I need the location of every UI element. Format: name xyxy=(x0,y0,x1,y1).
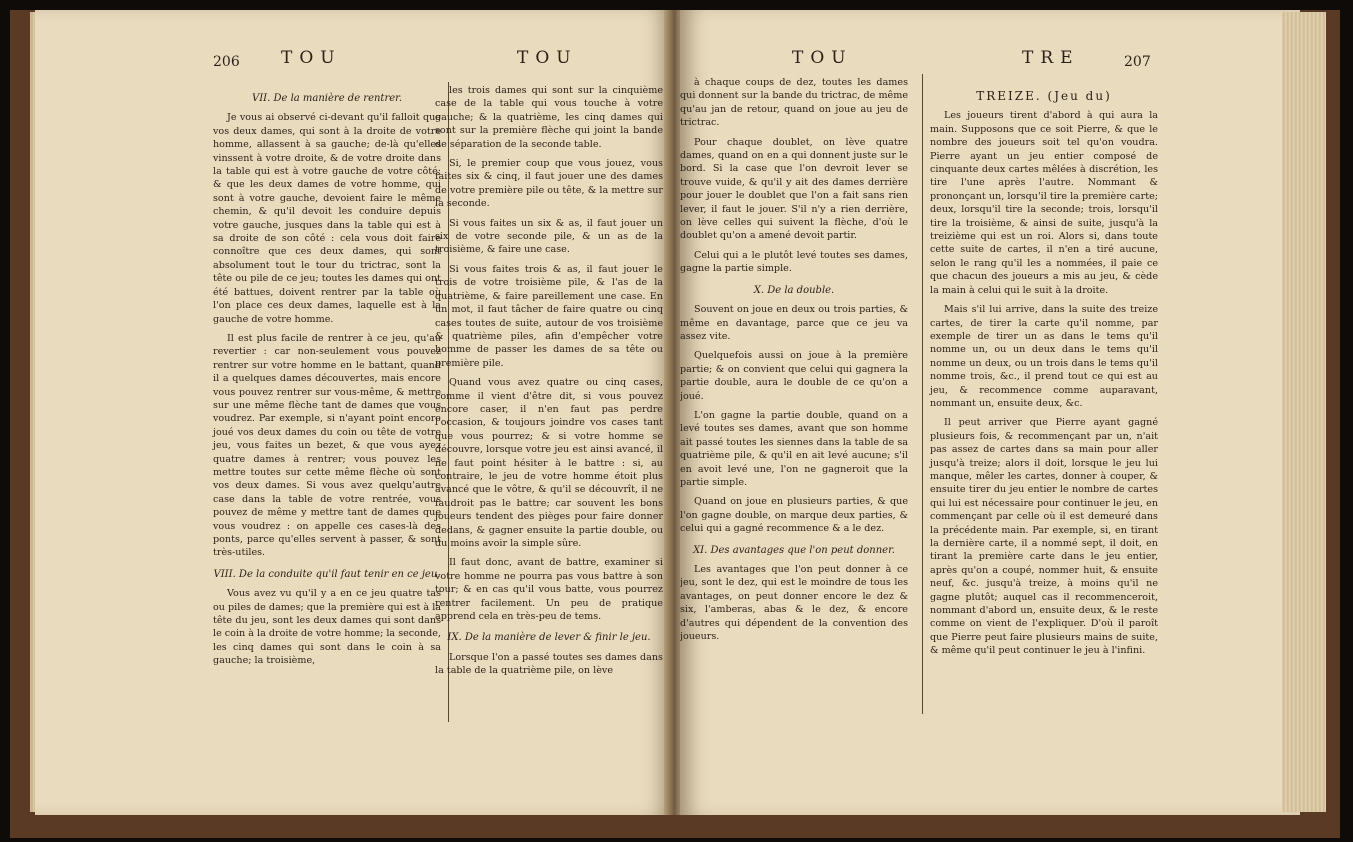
page-number-left: 206 xyxy=(213,54,240,70)
running-head-right-col2: TRE xyxy=(1022,48,1080,68)
left-page-column-1 xyxy=(213,84,441,674)
paragraph: Si vous faites trois & as, il faut jouer le trois de votre troisième pile, & l'as de la quatrième, & faire pareillement une case. En un mot, il faut tâcher de faire quatre ou cinq cases toutes de suite, autour de vos troisième & quatrième piles, afin d'empêcher votre homme de passer les dames de sa tête ou première pile. xyxy=(435,263,663,369)
paragraph: Quand vous avez quatre ou cinq cases, comme il vient d'être dit, si vous pouvez encore caser, il n'en faut pas perdre l'occasion, & toujours joindre vos cases tant que vous pourrez; & si votre homme se découvre, lorsque votre jeu est ainsi avancé, il ne faut point hésiter à le battre : si, au contraire, le jeu de votre homme étoit plus avancé que le vôtre, & qu'il se découvrît, il ne faudroit pas le battre; car souvent les bons joueurs tendent des pièges pour faire donner dedans, & gagner ensuite la partie double, ou du moins avoir la simple sûre. xyxy=(435,377,663,549)
paragraph: Quelquefois aussi on joue à la première partie; & on convient que celui qui gagnera la partie double, aura le double de ce qu'on a joué. xyxy=(680,350,908,402)
column-rule xyxy=(922,74,923,714)
paragraph: Quand on joue en plusieurs parties, & que l'on gagne double, on marque deux parties, & celui qui a gagné recommence & a le dez. xyxy=(680,496,908,535)
left-page-column-2 xyxy=(435,84,663,684)
section-heading-xi: XI. Des avantages que l'on peut donner. xyxy=(693,544,895,556)
right-page xyxy=(680,10,1300,815)
paragraph: Si, le premier coup que vous jouez, vous faites six & cinq, il faut jouer une des dames de votre première pile ou tête, & la mettre sur la seconde. xyxy=(435,158,663,210)
paragraph: Pour chaque doublet, on lève quatre dames, quand on en a qui donnent juste sur le bord. Si la case que l'on devroit lever se trouve vuide, & qu'il y ait des dames derrière pour jouer le doublet que l'on a fait sans rien lever, il faut le jouer. S'il n'y a rien derrière, on lève celles qui suivent la flèche, d'où le doublet qu'on a amené devoit partir. xyxy=(680,136,908,242)
section-heading-ix: IX. De la manière de lever & finir le jeu. xyxy=(447,632,651,644)
paragraph: Si vous faites un six & as, il faut jouer un six de votre seconde pile, & un as de la troisième, & faire une case. xyxy=(435,217,663,256)
paragraph: Il faut donc, avant de battre, examiner si votre homme ne pourra pas vous battre à son tour; & en cas qu'il vous batte, vous pourrez rentrer facilement. Un peu de pratique apprend cela en très-peu de tems. xyxy=(435,557,663,623)
page-edges-right xyxy=(1282,12,1326,812)
page-number-right: 207 xyxy=(1124,54,1151,70)
paragraph: à chaque coups de dez, toutes les dames qui donnent sur la bande du trictrac, de même qu'au jan de retour, quand on joue au jeu de trictrac. xyxy=(680,77,908,129)
paragraph: Souvent on joue en deux ou trois parties, & même en davantage, parce que ce jeu va assez vite. xyxy=(680,304,908,342)
paragraph: Je vous ai observé ci-devant qu'il falloit que vos deux dames, qui sont à la droite de votre homme, allassent à sa gauche; de-là qu'elles vinssent à votre droite, & de votre droite dans la table qui est à votre gauche de votre côté; & que les deux dames de votre homme, qui sont à votre gauche, devoient faire le même chemin, & qu'il devoit les conduire depuis votre gauche, jusques dans la table qui est à sa droite de son côté : cela vous doit faire connoître que ces deux dames, qui sont absolument tout le tour du trictrac, sont la tête ou pile de ce jeu; toutes les dames qui ont été battues, doivent rentrer par la table où l'on place ces deux dames, laquelle est à la gauche de votre homme. xyxy=(213,112,441,325)
section-heading-viii: VIII. De la conduite qu'il faut tenir en ce jeu. xyxy=(213,568,441,580)
section-heading-x: X. De la double. xyxy=(753,284,835,296)
section-heading-treize: TREIZE. (Jeu du) xyxy=(976,89,1112,103)
paragraph: Lorsque l'on a passé toutes ses dames dans la table de la quatrième pile, on lève xyxy=(435,651,663,677)
paragraph: les trois dames qui sont sur la cinquième case de la table qui vous touche à votre gauche; & la quatrième, les cinq dames qui sont sur la première flèche qui joint la bande de séparation de la seconde table. xyxy=(435,85,663,150)
right-page-column-1 xyxy=(680,76,908,649)
paragraph: Il est plus facile de rentrer à ce jeu, qu'au revertier : car non-seulement vous pouvez rentrer sur votre homme en le battant, quand il a quelques dames découvertes, mais encore vous pouvez rentrer sur vous-même, & mettre sur une même flèche tant de dames que vous voudrez. Par exemple, si n'ayant point encore joué vos deux dames du coin ou tête de votre jeu, vous faites un bezet, & que vous ayez quatre dames à rentrer; vous pouvez les mettre toutes sur cette même flèche où sont vos deux dames. Si vous avez quelqu'autre case dans la table de votre rentrée, vous pouvez de même y mettre tant de dames que vous voudrez : on appelle ces cases-là des ponts, parce qu'elles servent à passer, & sont très-utiles. xyxy=(213,332,441,559)
right-page-column-2 xyxy=(930,82,1158,664)
left-page xyxy=(35,10,671,815)
paragraph: Il peut arriver que Pierre ayant gagné plusieurs fois, & recommençant par un, n'ait pas assez de cartes dans sa main pour aller jusqu'à treize; alors il doit, lorsque le jeu lui manque, mêler les cartes, donner à couper, & ensuite tirer du jeu entier le nombre de cartes qui lui est nécessaire pour continuer le jeu, en commençant par celle où il est demeuré dans la précédente main. Par exemple, si, en tirant la dernière carte, il a nommé sept, il doit, en tirant la première carte dans le jeu entier, après qu'on a coupé, nommer huit, & ensuite neuf, &c. jusqu'à treize, à moins qu'il ne gagne plutôt; auquel cas il recommenceroit, nommant d'abord un, ensuite deux, & le reste comme on vient de l'expliquer. D'où il paroît que Pierre peut faire plusieurs mains de suite, & même qu'il peut continuer le jeu à l'infini. xyxy=(930,417,1158,657)
section-heading-vii: VII. De la manière de rentrer. xyxy=(251,93,403,104)
paragraph: Mais s'il lui arrive, dans la suite des treize cartes, de tirer la carte qu'il nomme, par exemple de tirer un as dans le tems qu'il nomme un, ou un deux dans le tems qu'il nomme un deux, ou un trois dans le tems qu'il nomme trois, &c., il prend tout ce qui est au jeu, & recommence comme auparavant, nommant un, ensuite deux, &c. xyxy=(930,304,1158,409)
paragraph: Les avantages que l'on peut donner à ce jeu, sont le dez, qui est le moindre de tous les avantages, on peut donner encore le dez & six, l'amberas, abas & le dez, & encore d'autres qui dépendent de la convention des joueurs. xyxy=(680,564,908,643)
running-head-left-col1: TOU xyxy=(281,48,342,68)
running-head-right-col1: TOU xyxy=(792,48,853,68)
paragraph: L'on gagne la partie double, quand on a levé toutes ses dames, avant que son homme ait passé toutes les siennes dans la table de sa quatrième pile, & qu'il en ait levé aucune; s'il en avoit levé une, l'on ne gagneroit que la partie simple. xyxy=(680,409,908,488)
paragraph: Vous avez vu qu'il y a en ce jeu quatre tas ou piles de dames; que la première qui est à la tête du jeu, sont les deux dames qui sont dans le coin à la droite de votre homme; la seconde, les cinq dames qui sont dans le coin à sa gauche; la troisième, xyxy=(213,588,441,667)
paragraph: Celui qui a le plutôt levé toutes ses dames, gagne la partie simple. xyxy=(680,249,908,275)
running-head-left-col2: TOU xyxy=(517,48,578,68)
paragraph: Les joueurs tirent d'abord à qui aura la main. Supposons que ce soit Pierre, & que le nombre des joueurs soit tel qu'on voudra. Pierre ayant un jeu entier composé de cinquante deux cartes mêlées à discrétion, les tire l'une après l'autre. Nommant & prononçant un, lorsqu'il tire la première carte; deux, lorsqu'il tire la seconde; trois, lorsqu'il tire la troisième, & ainsi de suite, jusqu'à la treizième qui est un roi. Alors si, dans toute cette suite de cartes, il n'en a tiré aucune, selon le rang qu'il les a nommées, il paie ce que chacun des joueurs a mis au jeu, & cède la main à celui qui le suit à la droite. xyxy=(930,110,1158,296)
